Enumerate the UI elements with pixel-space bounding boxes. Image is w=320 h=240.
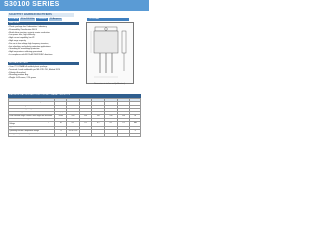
table-cell: 140 [117, 105, 130, 108]
table-title: MAXIMUM RATINGS AND ELECTRICAL CHARACTERISTICS [8, 94, 141, 98]
subtitle: SCHOTTKY BARRIER RECTIFIERS [9, 13, 52, 16]
mechanical-item: • Mounting position: Any [8, 74, 78, 77]
table-cell-parameter: Operating Junction Temperature Range [9, 130, 55, 133]
page-title: S30100 SERIES [4, 1, 60, 8]
table-cell: 200 [117, 102, 130, 105]
table-cell: 105 [105, 105, 118, 108]
table-row [9, 133, 141, 136]
table-cell: -55 to +150 [67, 130, 80, 133]
table-cell: V [130, 118, 141, 121]
table-cell: 2.0 [92, 127, 105, 130]
feature-item: • High surge capacity [8, 40, 78, 43]
table-cell: A [130, 112, 141, 115]
package-caption: Dimensions in inches and (millimeters) [94, 83, 125, 85]
spec-current-value: 30 Amperes [50, 18, 61, 20]
table-cell: 0.85 [67, 118, 80, 121]
table-cell: 150 [105, 102, 118, 105]
mechanical-item: • Terminals: Leads solderable per MIL-STD-750, Method 2026 [8, 69, 78, 72]
table-cell: °C [130, 133, 141, 136]
table-cell-parameter: Maximum RMS Voltage [9, 105, 55, 108]
table-cell: TJ [55, 130, 67, 133]
package-drawing [86, 22, 134, 84]
package-label: ITO-220AB [87, 18, 129, 21]
table-cell: 0.85 [79, 118, 92, 121]
table-cell: 0.95 [117, 118, 130, 121]
mechanical-heading: MECHANICAL DATA [8, 62, 79, 65]
feature-item: • High temperature soldering guaranteed [8, 51, 78, 54]
mechanical-list [8, 66, 78, 80]
table-cell: TSTG [55, 133, 67, 136]
table-cell-parameter: Peak Forward Surge Current 8.3ms single half sine-wave [9, 115, 55, 118]
table-cell-parameter: Typical Thermal Resistance [9, 127, 55, 130]
table-cell: 30 [67, 112, 80, 115]
table-cell: VDC [55, 108, 67, 111]
feature-item: • free wheeling, and polarity protection applications [8, 46, 78, 49]
table-cell: A [130, 115, 141, 118]
feature-item: • In compliance with EU RoHS 2002/95/EC directives [8, 54, 78, 57]
table-cell: mA [130, 121, 141, 126]
spec-current-label: CURRENT [37, 18, 48, 20]
table-cell: 30 [117, 112, 130, 115]
feature-item: • Low power loss, high efficiency [8, 34, 78, 37]
table-cell [79, 133, 92, 136]
table-cell [92, 133, 105, 136]
table-header: S3080 [67, 99, 80, 102]
table-cell: 2.0 [105, 127, 118, 130]
spec-row [8, 18, 62, 21]
table-cell: IFSM [55, 115, 67, 118]
table-cell: 0.1 [105, 121, 118, 126]
features-heading: FEATURES [8, 22, 79, 25]
table-cell: V [130, 102, 141, 105]
table-cell [117, 133, 130, 136]
table-cell-parameter: Maximum Forward Voltage at 15.0A [9, 118, 55, 121]
table-cell: 250 [92, 115, 105, 118]
table-header: S30200 [117, 99, 130, 102]
table-cell-parameter: Maximum Recurrent Peak Reverse Voltage [9, 102, 55, 105]
table-cell: 30 [79, 112, 92, 115]
table-cell: 250 [105, 115, 118, 118]
table-cell: 63 [79, 105, 92, 108]
table-header: S30100 [92, 99, 105, 102]
table-header: S3090 [79, 99, 92, 102]
table-cell-parameter: Maximum DC Blocking Voltage [9, 108, 55, 111]
table-cell [105, 133, 118, 136]
table-cell: VF [55, 118, 67, 121]
table-cell: -55 to +150 [67, 133, 80, 136]
table-cell: 90 [79, 102, 92, 105]
table-cell: 150 [105, 108, 118, 111]
table-cell: 70 [92, 105, 105, 108]
mechanical-item: • Case: ITO-220AB full molded plastic package [8, 66, 78, 69]
table-cell: 0.1 [92, 121, 105, 126]
table-header: UNITS [130, 99, 141, 102]
table-cell: 250 [67, 115, 80, 118]
table-cell: 2.0 [67, 127, 80, 130]
table-cell: V [130, 108, 141, 111]
table-cell: 250 [79, 115, 92, 118]
table-cell: 0.1 [117, 121, 130, 126]
table-cell: 100 [92, 108, 105, 111]
table-cell: °C [130, 130, 141, 133]
table-cell: 80 [67, 102, 80, 105]
table-cell: VRMS [55, 105, 67, 108]
table-cell: °C/W [130, 127, 141, 130]
mechanical-item: • Weight: 0.08 ounce, 2.24 grams [8, 77, 78, 80]
table-header: S30150 [105, 99, 118, 102]
table-cell: RθJC [55, 127, 67, 130]
table-cell: 0.85 [92, 118, 105, 121]
mechanical-item: • Polarity: As marked [8, 72, 78, 75]
table-cell: 90 [79, 108, 92, 111]
feature-item: • Guardring for overvoltage protection [8, 48, 78, 51]
table-cell: IR [55, 121, 67, 126]
datasheet-page [0, 0, 149, 198]
header-bar [0, 0, 149, 11]
table-cell: 2.0 [79, 127, 92, 130]
feature-item: • Plastic package has Underwriters Laboratory [8, 26, 78, 29]
table-cell: VRRM [55, 102, 67, 105]
table-cell: V [130, 105, 141, 108]
ratings-table [8, 98, 141, 137]
table-cell: 0.1 [79, 121, 92, 126]
table-cell: 0.1 [67, 121, 80, 126]
feature-item: • Metal silicon junction, majority carrier conduction [8, 32, 78, 35]
table-cell: 100 [92, 102, 105, 105]
table-cell: 2.0 [117, 127, 130, 130]
table-cell: 80 [67, 108, 80, 111]
table-cell: 30 [92, 112, 105, 115]
package-outline-icon [87, 23, 133, 83]
table-header: PARAMETER [9, 99, 55, 102]
feature-item: • High current capability, low VF [8, 37, 78, 40]
table-cell-parameter: Maximum DC Reverse Current at Rated DC Blocking Voltage [9, 121, 55, 126]
table-cell: 30 [105, 112, 118, 115]
feature-item: • For use in low voltage high frequency inverters, [8, 43, 78, 46]
table-header: SYMBOL [55, 99, 67, 102]
spec-voltage-label: VOLTAGE [9, 18, 19, 20]
table-cell: IF(AV) [55, 112, 67, 115]
table-cell: 250 [117, 115, 130, 118]
table-cell-parameter: Maximum Average Forward Rectified Current [9, 112, 55, 115]
feature-item: • Flammability Classification 94V-0 [8, 29, 78, 32]
table-cell: 200 [117, 108, 130, 111]
features-list [8, 26, 78, 57]
spec-voltage-value: 80 to 100 Volts [21, 18, 35, 20]
table-cell-parameter: Storage Temperature Range [9, 133, 55, 136]
table-cell: 56 [67, 105, 80, 108]
table-cell: 0.95 [105, 118, 118, 121]
